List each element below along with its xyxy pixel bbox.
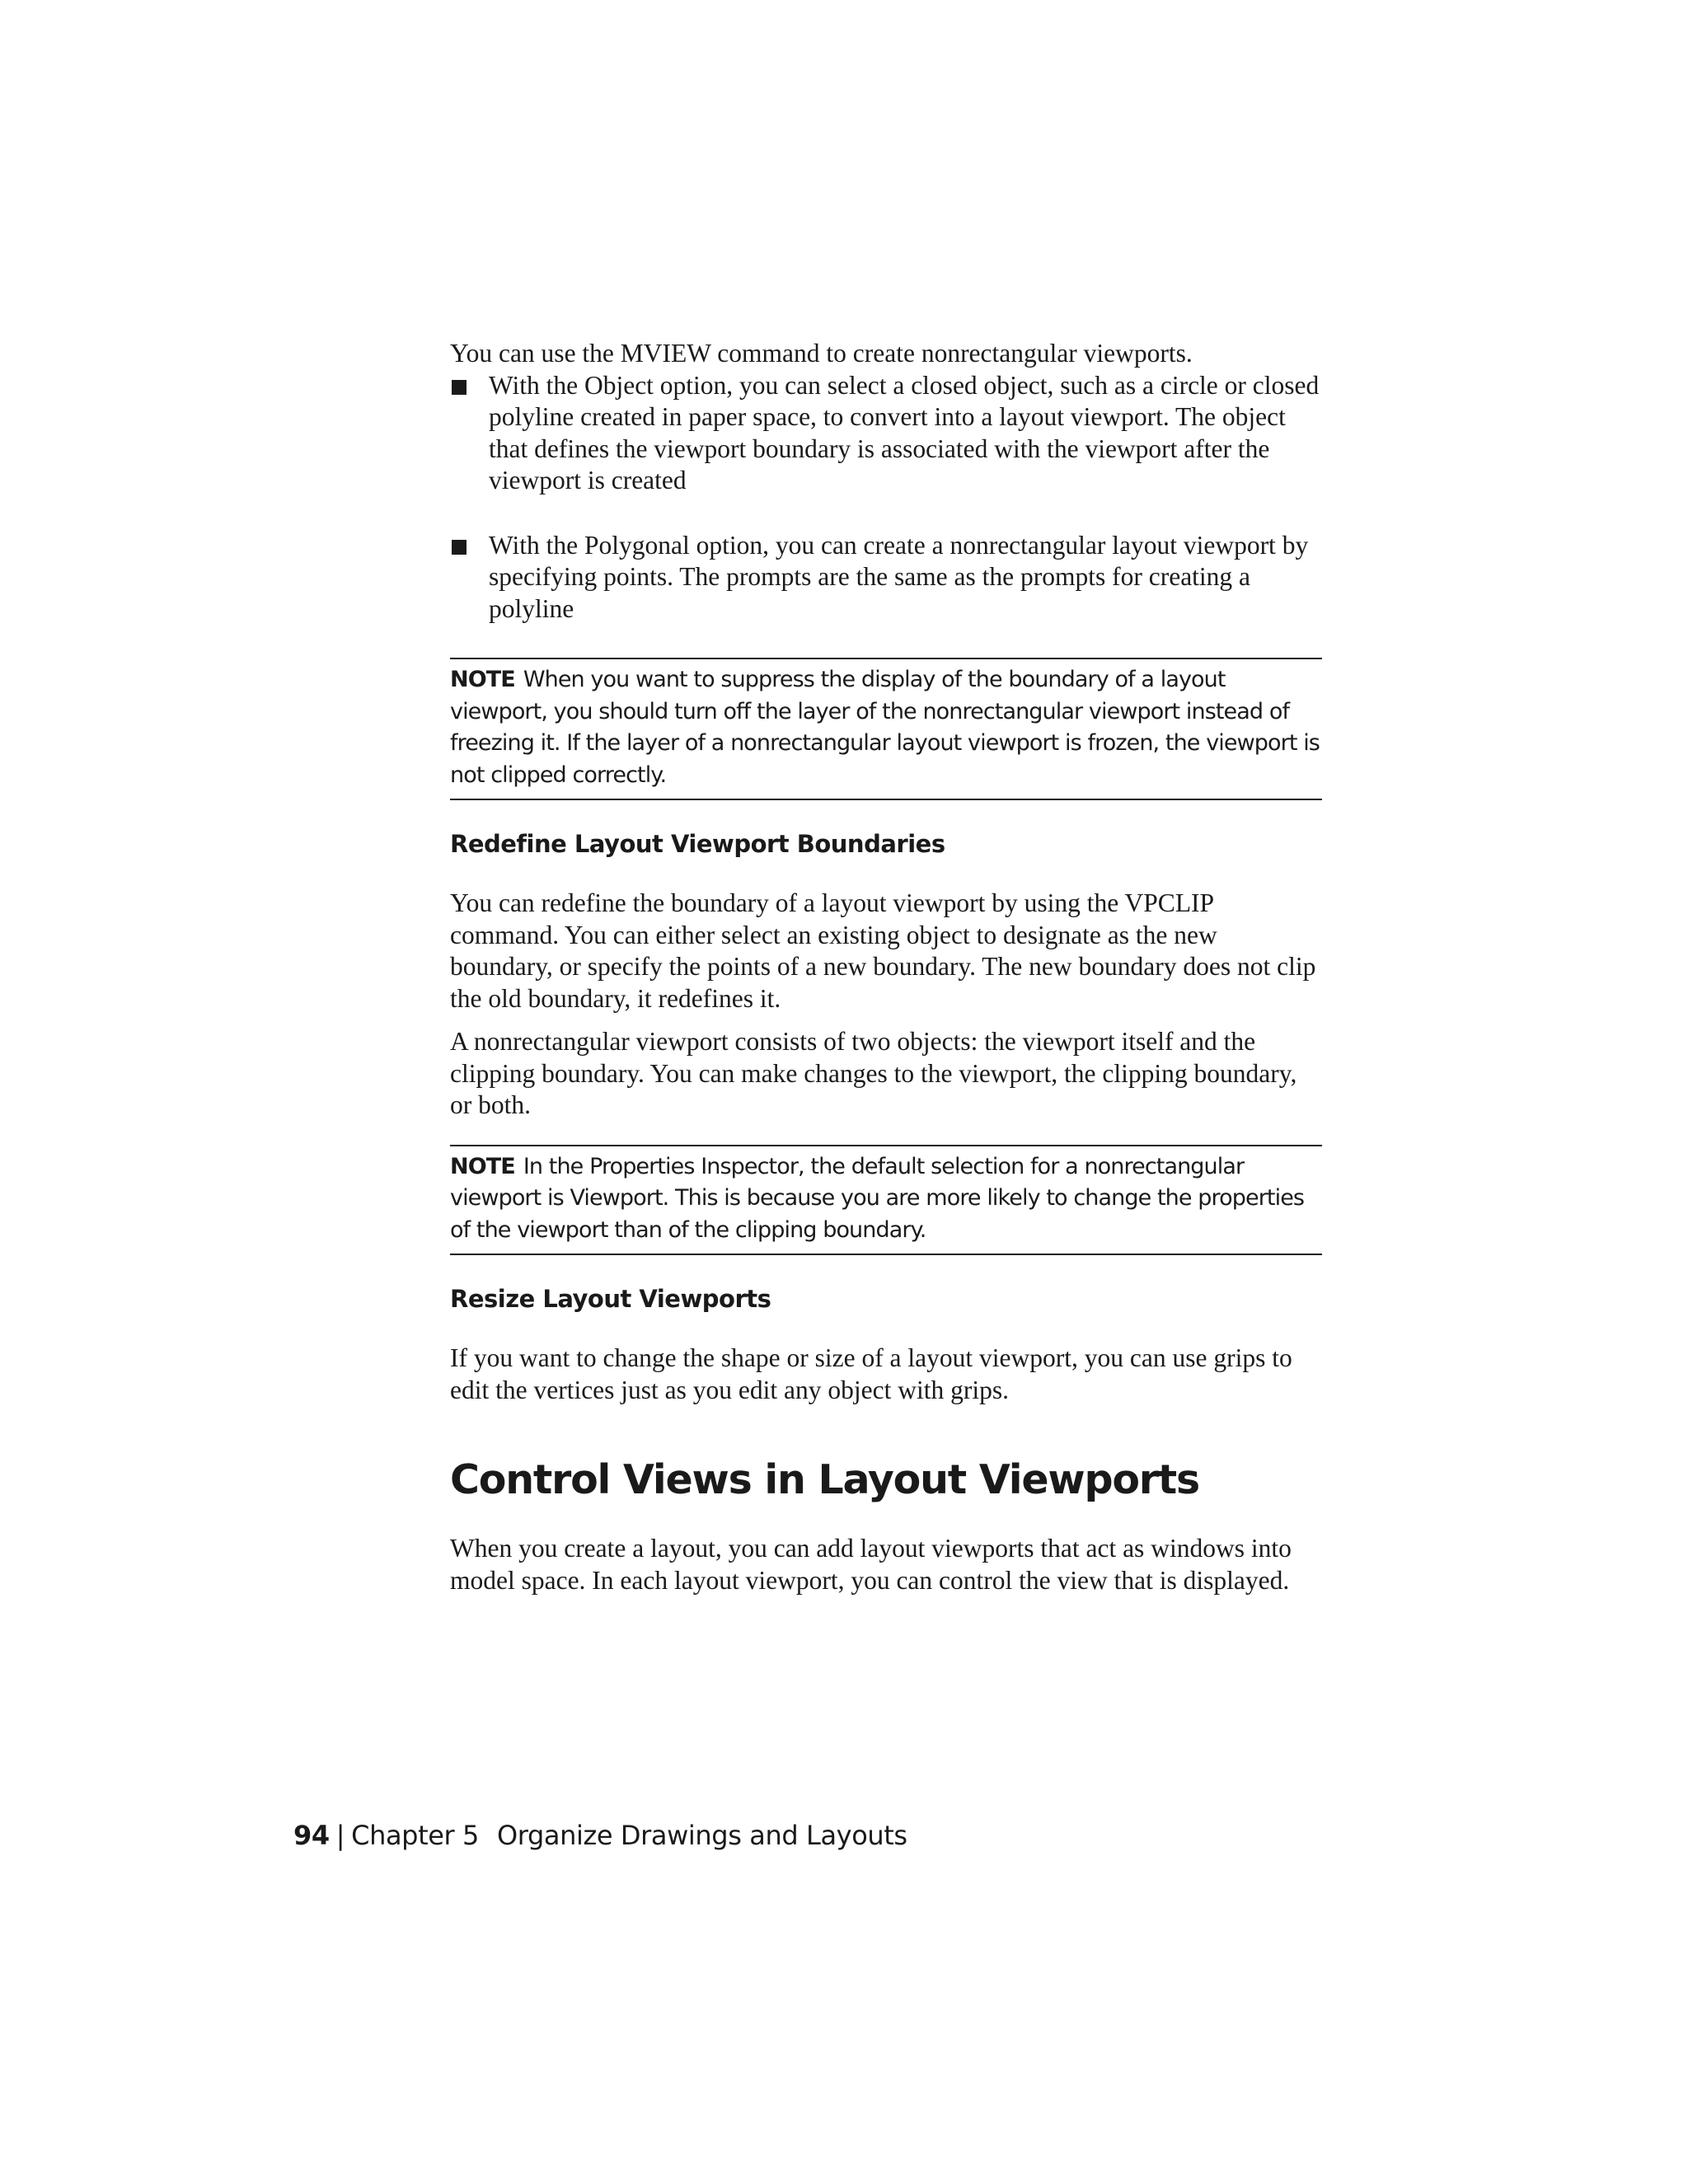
body-paragraph: If you want to change the shape or size of a layout viewport, you can use grips to edit the vertices just as you edit any object with grips. bbox=[450, 1343, 1292, 1404]
text-column bbox=[450, 338, 1322, 1596]
list-item-text: With the Object option, you can select a closed object, such as a circle or closed polyline created in paper space, to convert into a layout viewport. The object that defines the viewport boundary is associated with the viewport after the viewport is created bbox=[489, 370, 1320, 494]
footer-separator: | bbox=[335, 1820, 345, 1851]
section-heading: Resize Layout Viewports bbox=[450, 1285, 771, 1313]
body-paragraph: A nonrectangular viewport consists of two objects: the viewport itself and the clipping boundary. You can make changes to the viewport, the clipping boundary, or both. bbox=[450, 1027, 1297, 1119]
list-item-text: With the Polygonal option, you can create a nonrectangular layout viewport by specifying points. The prompts are the same as the prompts for creating a polyline bbox=[489, 530, 1309, 623]
chapter-label: Chapter 5 bbox=[351, 1820, 479, 1851]
chapter-title: Organize Drawings and Layouts bbox=[497, 1820, 907, 1851]
note-label: NOTE bbox=[450, 667, 515, 692]
note-text: In the Properties Inspector, the default selection for a nonrectangular viewport is Viewport. This is because you are more likely to change the properties of the viewport than of the clipping boundary. bbox=[450, 1153, 1305, 1243]
body-paragraph: You can redefine the boundary of a layout viewport by using the VPCLIP command. You can either select an existing object to designate as the new boundary, or specify the points of a new boundary. The new boundary does not clip the old boundary, it redefines it. bbox=[450, 888, 1316, 1013]
intro-paragraph: You can use the MVIEW command to create nonrectangular viewports. bbox=[450, 339, 1193, 368]
chapter-section-title: Control Views in Layout Viewports bbox=[450, 1456, 1199, 1503]
list-item bbox=[450, 530, 1322, 626]
option-list bbox=[450, 370, 1322, 626]
body-paragraph: When you create a layout, you can add layout viewports that act as windows into model space. In each layout viewport, you can control the view that is displayed. bbox=[450, 1534, 1292, 1595]
section-heading: Redefine Layout Viewport Boundaries bbox=[450, 830, 945, 858]
page-number: 94 bbox=[293, 1820, 330, 1851]
note-box bbox=[450, 1145, 1322, 1256]
note-box bbox=[450, 658, 1322, 800]
note-label: NOTE bbox=[450, 1153, 515, 1179]
square-bullet-icon bbox=[452, 540, 467, 555]
square-bullet-icon bbox=[452, 380, 467, 395]
note-text: When you want to suppress the display of the boundary of a layout viewport, you should turn off the layer of the nonrectangular viewport instead of freezing it. If the layer of a nonrectangular layout viewport is frozen, the viewport is not clipped correctly. bbox=[450, 667, 1320, 788]
list-item bbox=[450, 370, 1322, 497]
page-footer bbox=[293, 1819, 907, 1852]
